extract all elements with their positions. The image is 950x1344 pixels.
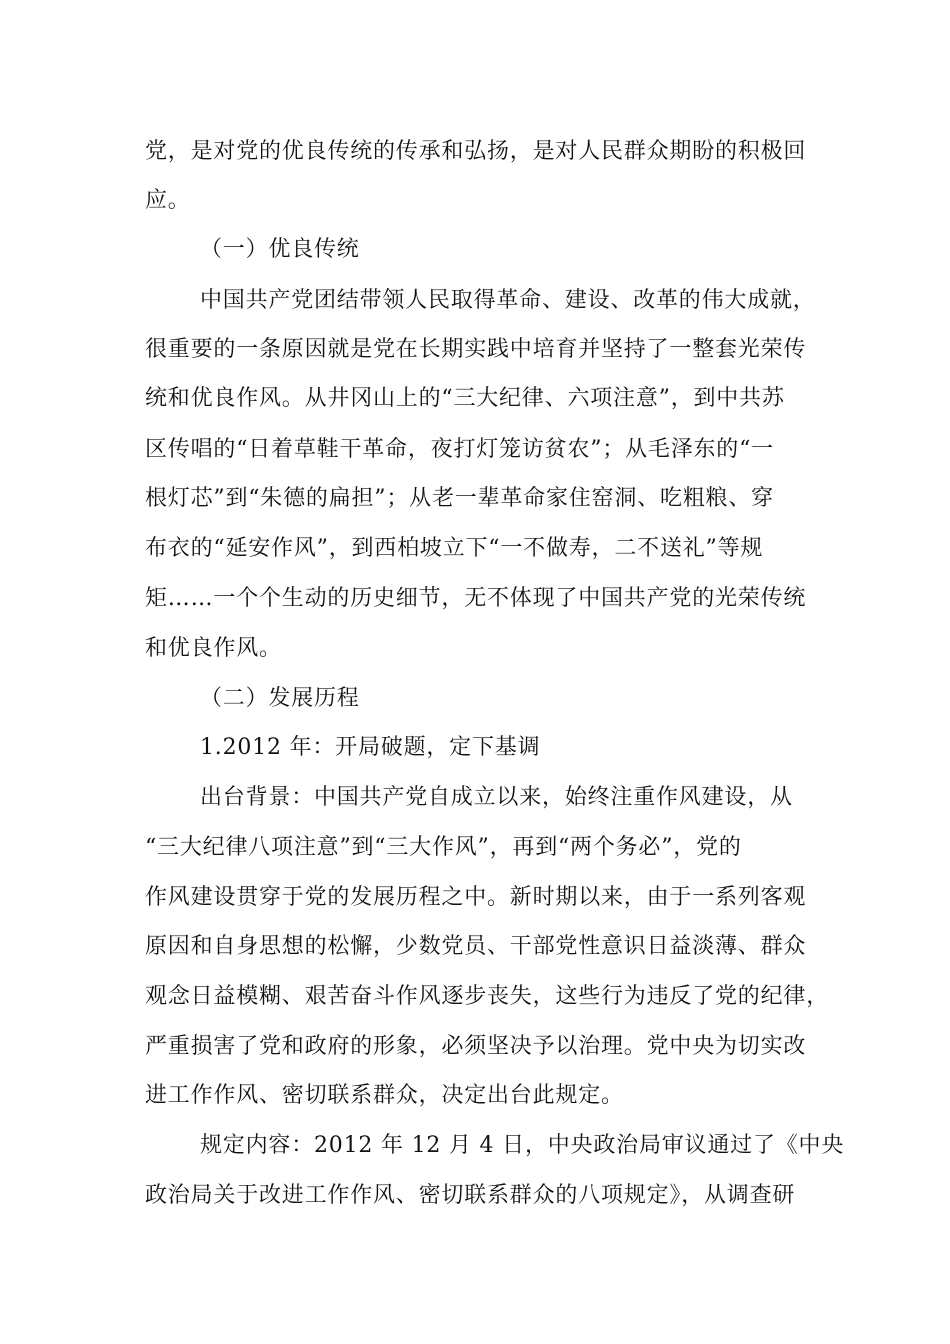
paragraph-line: 严重损害了党和政府的形象，必须坚决予以治理。党中央为切实改 xyxy=(145,1034,807,1059)
paragraph-line: 党，是对党的优良传统的传承和弘扬，是对人民群众期盼的积极回 xyxy=(145,139,807,164)
paragraph-line: 出台背景：中国共产党自成立以来，始终注重作风建设，从 xyxy=(200,785,793,810)
paragraph-line: 根灯芯”到“朱德的扁担”；从老一辈革命家住窑洞、吃粗粮、穿 xyxy=(145,486,774,511)
paragraph-line: 作风建设贯穿于党的发展历程之中。新时期以来，由于一系列客观 xyxy=(145,885,807,910)
paragraph-line: 统和优良作风。从井冈山上的“三大纪律、六项注意”，到中共苏 xyxy=(145,386,785,411)
paragraph-line: 规定内容：2012 年 12 月 4 日，中央政治局审议通过了《中央 xyxy=(200,1133,845,1158)
paragraph-line: 很重要的一条原因就是党在长期实践中培育并坚持了一整套光荣传 xyxy=(145,337,807,362)
paragraph-line: 布衣的“延安作风”，到西柏坡立下“一不做寿，二不送礼”等规 xyxy=(145,536,764,561)
paragraph-line: 矩……一个个生动的历史细节，无不体现了中国共产党的光荣传统 xyxy=(145,586,807,611)
section-heading-history: （二）发展历程 xyxy=(200,686,360,711)
paragraph-line: 观念日益模糊、艰苦奋斗作风逐步丧失，这些行为违反了党的纪律， xyxy=(145,984,830,1009)
paragraph-line: 原因和自身思想的松懈，少数党员、干部党性意识日益淡薄、群众 xyxy=(145,934,807,959)
paragraph-line: 和优良作风。 xyxy=(145,636,282,661)
paragraph-line: 区传唱的“日着草鞋干革命，夜打灯笼访贫农”；从毛泽东的“一 xyxy=(145,437,774,462)
paragraph-line: 进工作作风、密切联系群众，决定出台此规定。 xyxy=(145,1083,624,1108)
paragraph-line: 应。 xyxy=(145,188,191,213)
paragraph-line: “三大纪律八项注意”到“三大作风”，再到“两个务必”，党的 xyxy=(145,835,742,860)
section-heading-traditions: （一）优良传统 xyxy=(200,237,360,262)
paragraph-line: 中国共产党团结带领人民取得革命、建设、改革的伟大成就， xyxy=(200,288,816,313)
subsection-heading-2012: 1.2012 年：开局破题，定下基调 xyxy=(200,735,541,760)
paragraph-line: 政治局关于改进工作作风、密切联系群众的八项规定》，从调查研 xyxy=(145,1183,796,1208)
